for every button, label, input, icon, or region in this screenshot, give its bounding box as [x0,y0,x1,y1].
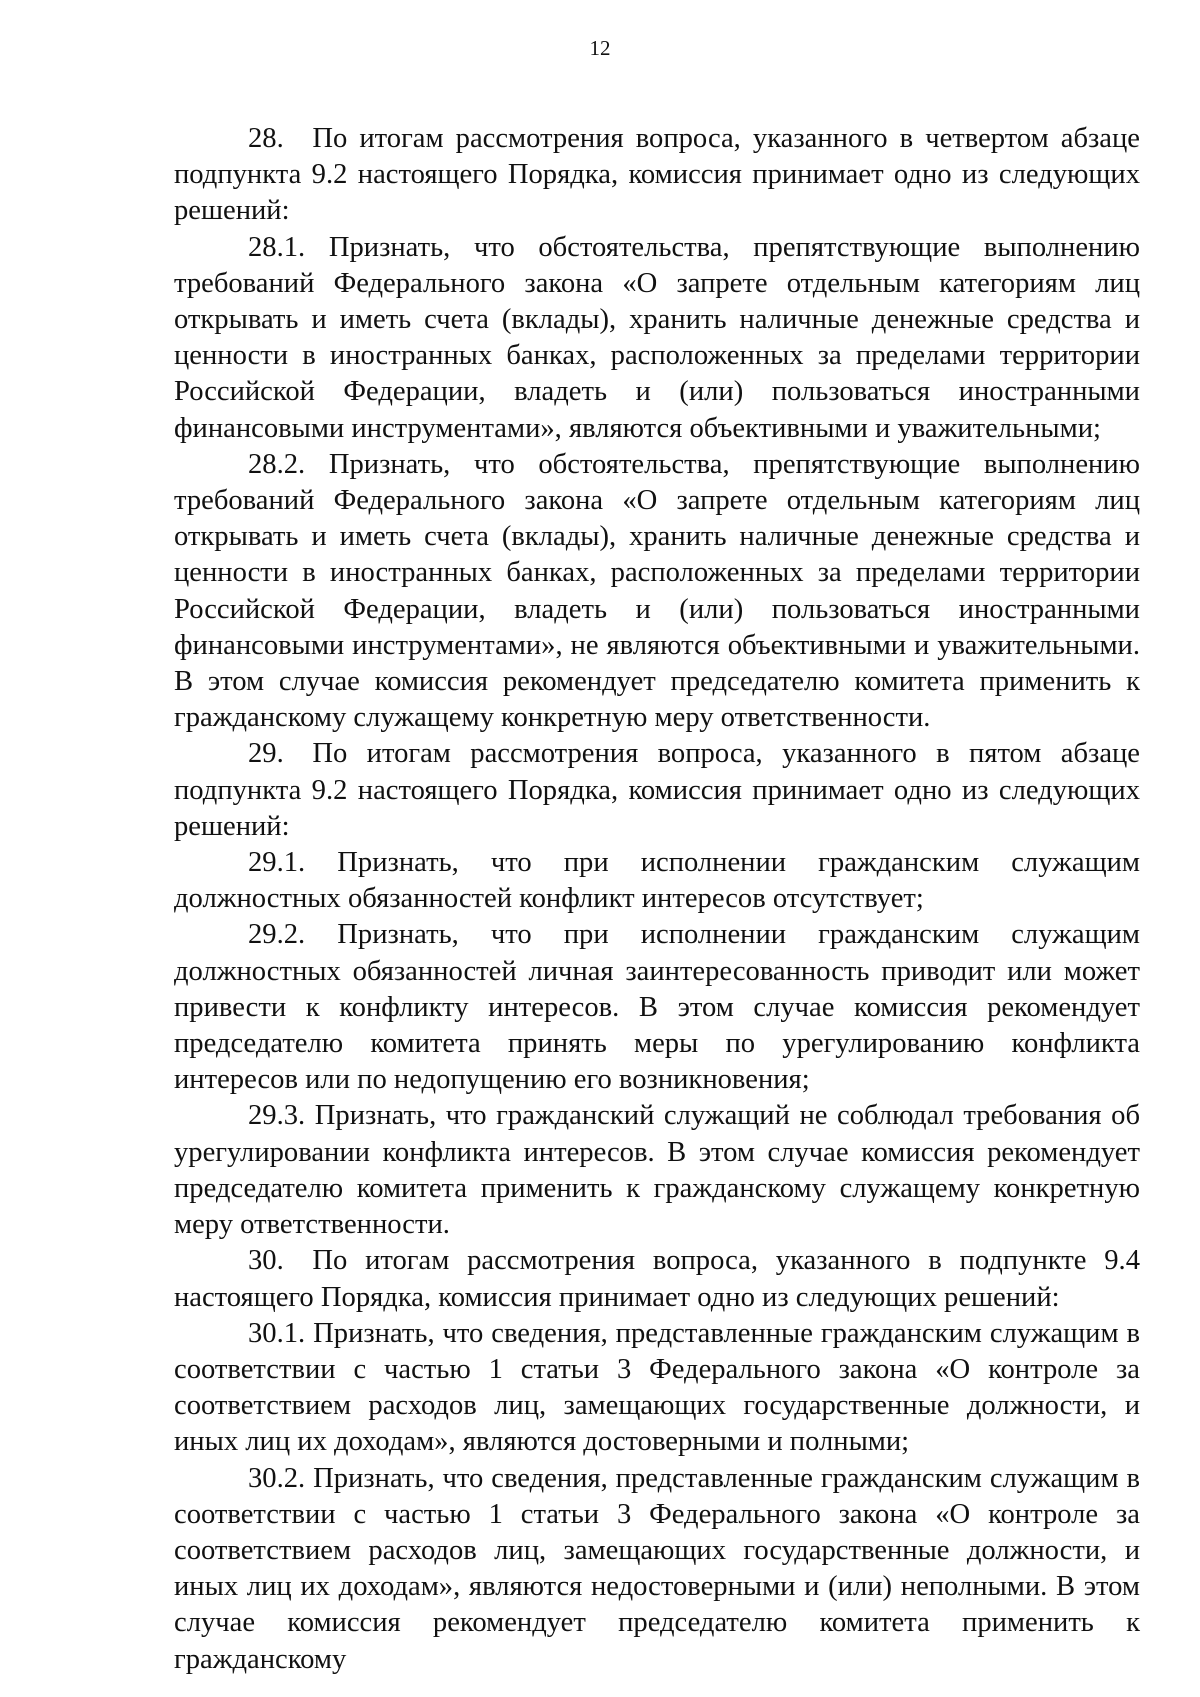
document-body [174,121,1140,1678]
paragraph-30-1: 30.1. Признать, что сведения, представленные гражданским служащим в соответствии с частью 1 статьи 3 Федерального закона «О контроле за соответствием расходов лиц, замещающих государственные должности, и иных лиц их доходам», являются достоверными и полными; [174,1317,1140,1458]
paragraph-29: 29. По итогам рассмотрения вопроса, указанного в пятом абзаце подпункта 9.2 настоящего Порядка, комиссия принимает одно из следующих решений: [174,738,1140,842]
paragraph-29-2: 29.2. Признать, что при исполнении гражданским служащим должностных обязанностей личная заинтересованность приводит или может привести к конфликту интересов. В этом случае комиссия рекомендует председателю комитета принять меры по урегулированию конфликта интересов или по недопущению его возникновения; [174,919,1140,1096]
paragraph-30-2: 30.2. Признать, что сведения, представленные гражданским служащим в соответствии с частью 1 статьи 3 Федерального закона «О контроле за соответствием расходов лиц, замещающих государственные должности, и иных лиц их доходам», являются недостоверными и (или) неполными. В этом случае комиссия рекомендует председателю комитета применить к гражданскому [174,1462,1140,1675]
paragraph-30: 30. По итогам рассмотрения вопроса, указанного в подпункте 9.4 настоящего Порядка, комиссия принимает одно из следующих решений: [174,1245,1140,1313]
paragraph-29-3: 29.3. Признать, что гражданский служащий не соблюдал требования об урегулировании конфликта интересов. В этом случае комиссия рекомендует председателю комитета применить к гражданскому служащему конкретную меру ответственности. [174,1100,1140,1241]
paragraph-28-1: 28.1. Признать, что обстоятельства, препятствующие выполнению требований Федерального закона «О запрете отдельным категориям лиц открывать и иметь счета (вклады), хранить наличные денежные средства и ценности в иностранных банках, расположенных за пределами территории Российской Федерации, владеть и (или) пользоваться иностранными финансовыми инструментами», являются объективными и уважительными; [174,231,1140,444]
paragraph-28-2: 28.2. Признать, что обстоятельства, препятствующие выполнению требований Федерального закона «О запрете отдельным категориям лиц открывать и иметь счета (вклады), хранить наличные денежные средства и ценности в иностранных банках, расположенных за пределами территории Российской Федерации, владеть и (или) пользоваться иностранными финансовыми инструментами», не являются объективными и уважительными. В этом случае комиссия рекомендует председателю комитета применить к гражданскому служащему конкретную меру ответственности. [174,448,1140,734]
paragraph-29-1: 29.1. Признать, что при исполнении гражданским служащим должностных обязанностей конфликт интересов отсутствует; [174,847,1140,915]
paragraph-28: 28. По итогам рассмотрения вопроса, указанного в четвертом абзаце подпункта 9.2 настоящего Порядка, комиссия принимает одно из следующих решений: [174,123,1140,227]
page-number: 12 [589,36,611,60]
